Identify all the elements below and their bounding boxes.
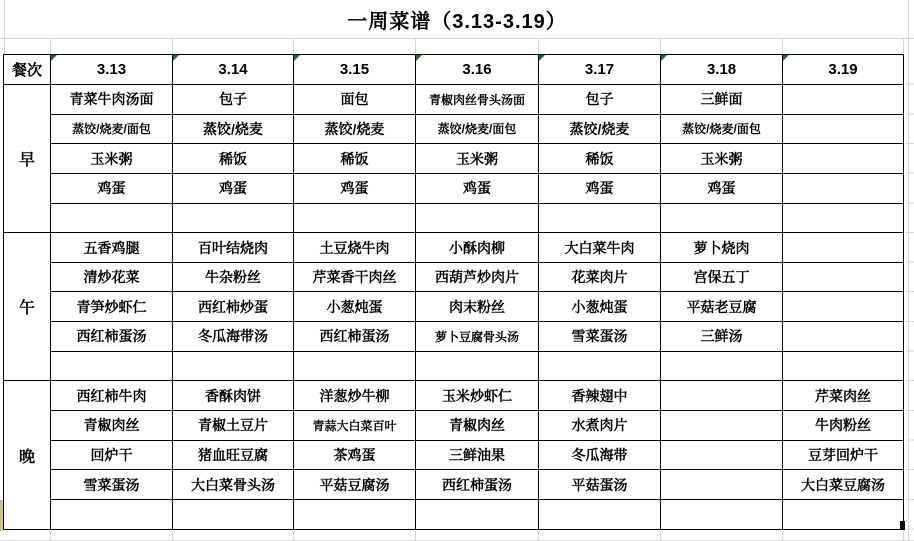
menu-cell[interactable]: 鸡蛋 — [294, 174, 416, 204]
menu-cell[interactable] — [173, 500, 294, 530]
menu-cell[interactable]: 玉米炒虾仁 — [416, 381, 539, 411]
menu-cell[interactable]: 平菇豆腐汤 — [294, 470, 416, 500]
menu-cell[interactable]: 玉米粥 — [416, 144, 539, 174]
menu-cell[interactable]: 青椒土豆片 — [173, 411, 294, 441]
menu-cell[interactable] — [783, 500, 904, 530]
sheet-gridline — [782, 38, 783, 54]
menu-cell[interactable] — [51, 204, 173, 234]
menu-cell[interactable] — [661, 470, 783, 500]
menu-cell[interactable] — [173, 352, 294, 382]
menu-cell[interactable]: 牛肉粉丝 — [783, 411, 904, 441]
menu-cell[interactable] — [783, 204, 904, 234]
sheet-gridline — [660, 531, 661, 541]
menu-cell[interactable]: 包子 — [173, 85, 294, 115]
sheet-gridline — [903, 38, 904, 54]
error-triangle-icon — [539, 55, 545, 61]
menu-cell[interactable] — [783, 322, 904, 352]
menu-cell[interactable]: 青菜牛肉汤面 — [51, 85, 173, 115]
sheet-gridline — [908, 0, 909, 541]
sheet-gridline — [172, 531, 173, 541]
menu-cell[interactable]: 冬瓜海带 — [539, 441, 661, 471]
menu-cell[interactable]: 平菇蛋汤 — [539, 470, 661, 500]
menu-cell[interactable]: 宫保五丁 — [661, 263, 783, 293]
menu-cell[interactable] — [661, 411, 783, 441]
menu-cell[interactable]: 三鲜面 — [661, 85, 783, 115]
menu-cell[interactable]: 西红柿蛋汤 — [416, 470, 539, 500]
sheet-gridline — [903, 531, 904, 541]
menu-cell[interactable]: 稀饭 — [173, 144, 294, 174]
menu-cell[interactable]: 青椒肉丝 — [416, 411, 539, 441]
error-triangle-icon — [416, 55, 422, 61]
menu-cell[interactable]: 鸡蛋 — [539, 174, 661, 204]
menu-cell[interactable]: 三鲜油果 — [416, 441, 539, 471]
menu-cell[interactable]: 蒸饺/烧麦 — [294, 115, 416, 145]
menu-cell[interactable]: 西红柿炒蛋 — [173, 292, 294, 322]
date-header[interactable]: 3.13 — [51, 55, 173, 85]
sheet-gridline — [538, 38, 539, 54]
menu-cell[interactable]: 鸡蛋 — [661, 174, 783, 204]
menu-cell[interactable]: 百叶结烧肉 — [173, 233, 294, 263]
menu-cell[interactable] — [416, 500, 539, 530]
menu-cell[interactable]: 青蒜大白菜百叶 — [294, 411, 416, 441]
sheet-gridline — [660, 38, 661, 54]
sheet-gridline — [0, 38, 914, 39]
menu-cell[interactable]: 鸡蛋 — [51, 174, 173, 204]
menu-cell[interactable]: 小酥肉柳 — [416, 233, 539, 263]
menu-cell[interactable] — [539, 500, 661, 530]
menu-cell[interactable] — [539, 352, 661, 382]
menu-cell[interactable] — [539, 204, 661, 234]
sheet-gridline — [415, 531, 416, 541]
menu-cell[interactable] — [783, 352, 904, 382]
sheet-gridline — [172, 38, 173, 54]
menu-cell[interactable]: 西葫芦炒肉片 — [416, 263, 539, 293]
section-label[interactable]: 早 — [4, 85, 51, 233]
menu-cell[interactable]: 香酥肉饼 — [173, 381, 294, 411]
date-header[interactable]: 3.17 — [539, 55, 661, 85]
sheet-gridline — [415, 38, 416, 54]
date-header[interactable]: 3.16 — [416, 55, 539, 85]
error-triangle-icon — [51, 55, 57, 61]
menu-cell[interactable]: 小葱炖蛋 — [294, 292, 416, 322]
menu-cell[interactable] — [416, 204, 539, 234]
menu-cell[interactable]: 大白菜骨头汤 — [173, 470, 294, 500]
menu-cell[interactable] — [661, 204, 783, 234]
menu-cell[interactable]: 三鲜汤 — [661, 322, 783, 352]
menu-cell[interactable]: 芹菜肉丝 — [783, 381, 904, 411]
date-header[interactable]: 3.18 — [661, 55, 783, 85]
menu-cell[interactable]: 洋葱炒牛柳 — [294, 381, 416, 411]
sheet-gridline — [50, 38, 51, 54]
error-triangle-icon — [783, 55, 789, 61]
menu-cell[interactable]: 青椒肉丝骨头汤面 — [416, 85, 539, 115]
menu-cell[interactable]: 稀饭 — [539, 144, 661, 174]
menu-cell[interactable]: 小葱炖蛋 — [539, 292, 661, 322]
menu-cell[interactable]: 鸡蛋 — [416, 174, 539, 204]
menu-cell[interactable]: 西红柿蛋汤 — [294, 322, 416, 352]
menu-cell[interactable] — [661, 500, 783, 530]
menu-cell[interactable]: 鸡蛋 — [173, 174, 294, 204]
error-triangle-icon — [661, 55, 667, 61]
menu-cell[interactable]: 玉米粥 — [661, 144, 783, 174]
menu-cell[interactable]: 蒸饺/烧麦 — [173, 115, 294, 145]
menu-cell[interactable]: 蒸饺/烧麦/面包 — [661, 115, 783, 145]
menu-cell[interactable]: 萝卜烧肉 — [661, 233, 783, 263]
menu-cell[interactable]: 西红柿牛肉 — [51, 381, 173, 411]
menu-cell[interactable]: 大白菜牛肉 — [539, 233, 661, 263]
menu-cell[interactable]: 香辣翅中 — [539, 381, 661, 411]
menu-cell[interactable] — [783, 233, 904, 263]
menu-cell[interactable]: 包子 — [539, 85, 661, 115]
menu-cell[interactable]: 茶鸡蛋 — [294, 441, 416, 471]
menu-cell[interactable] — [51, 352, 173, 382]
menu-table — [3, 54, 904, 530]
menu-cell[interactable]: 清炒花菜 — [51, 263, 173, 293]
sheet-gridline — [293, 38, 294, 54]
menu-cell[interactable] — [783, 115, 904, 145]
menu-cell[interactable] — [783, 85, 904, 115]
menu-cell[interactable]: 花菜肉片 — [539, 263, 661, 293]
corner-label[interactable]: 餐次 — [4, 55, 51, 85]
date-header[interactable]: 3.15 — [294, 55, 416, 85]
section-label[interactable]: 午 — [4, 233, 51, 381]
left-accent-strip — [0, 500, 3, 531]
menu-cell[interactable] — [294, 500, 416, 530]
menu-cell[interactable]: 大白菜豆腐汤 — [783, 470, 904, 500]
menu-cell[interactable]: 雪菜蛋汤 — [539, 322, 661, 352]
selection-handle — [900, 521, 905, 530]
error-triangle-icon — [294, 55, 300, 61]
menu-cell[interactable]: 面包 — [294, 85, 416, 115]
sheet-gridline — [782, 531, 783, 541]
menu-cell[interactable]: 稀饭 — [294, 144, 416, 174]
menu-cell[interactable] — [294, 204, 416, 234]
menu-cell[interactable]: 水煮肉片 — [539, 411, 661, 441]
menu-cell[interactable] — [416, 352, 539, 382]
sheet-gridline — [50, 531, 51, 541]
menu-cell[interactable]: 冬瓜海带汤 — [173, 322, 294, 352]
menu-cell[interactable]: 蒸饺/烧麦 — [539, 115, 661, 145]
menu-cell[interactable]: 青笋炒虾仁 — [51, 292, 173, 322]
error-triangle-icon — [173, 55, 179, 61]
menu-cell[interactable] — [51, 500, 173, 530]
menu-cell[interactable]: 豆芽回炉干 — [783, 441, 904, 471]
menu-cell[interactable]: 芹菜香干肉丝 — [294, 263, 416, 293]
sheet-gridline — [293, 531, 294, 541]
menu-cell[interactable]: 青椒肉丝 — [51, 411, 173, 441]
menu-cell[interactable] — [783, 292, 904, 322]
menu-cell[interactable] — [783, 174, 904, 204]
sheet-gridline — [4, 0, 5, 54]
menu-cell[interactable] — [661, 352, 783, 382]
menu-cell[interactable] — [661, 441, 783, 471]
date-header[interactable]: 3.19 — [783, 55, 904, 85]
menu-cell[interactable]: 肉末粉丝 — [416, 292, 539, 322]
menu-cell[interactable]: 五香鸡腿 — [51, 233, 173, 263]
menu-cell[interactable]: 牛杂粉丝 — [173, 263, 294, 293]
menu-cell[interactable]: 平菇老豆腐 — [661, 292, 783, 322]
menu-cell[interactable] — [783, 144, 904, 174]
menu-cell[interactable]: 蒸饺/烧麦/面包 — [51, 115, 173, 145]
menu-cell[interactable]: 萝卜豆腐骨头汤 — [416, 322, 539, 352]
page-title: 一周菜谱（3.13-3.19） — [347, 10, 567, 33]
menu-cell[interactable]: 回炉干 — [51, 441, 173, 471]
menu-cell[interactable]: 土豆烧牛肉 — [294, 233, 416, 263]
menu-cell[interactable]: 蒸饺/烧麦/面包 — [416, 115, 539, 145]
menu-cell[interactable]: 雪菜蛋汤 — [51, 470, 173, 500]
menu-cell[interactable] — [173, 204, 294, 234]
menu-cell[interactable]: 猪血旺豆腐 — [173, 441, 294, 471]
menu-cell[interactable]: 西红柿蛋汤 — [51, 322, 173, 352]
menu-cell[interactable] — [661, 381, 783, 411]
date-header[interactable]: 3.14 — [173, 55, 294, 85]
menu-cell[interactable] — [294, 352, 416, 382]
sheet-gridline — [538, 531, 539, 541]
menu-cell[interactable] — [783, 263, 904, 293]
menu-cell[interactable]: 玉米粥 — [51, 144, 173, 174]
section-label[interactable]: 晚 — [4, 381, 51, 529]
